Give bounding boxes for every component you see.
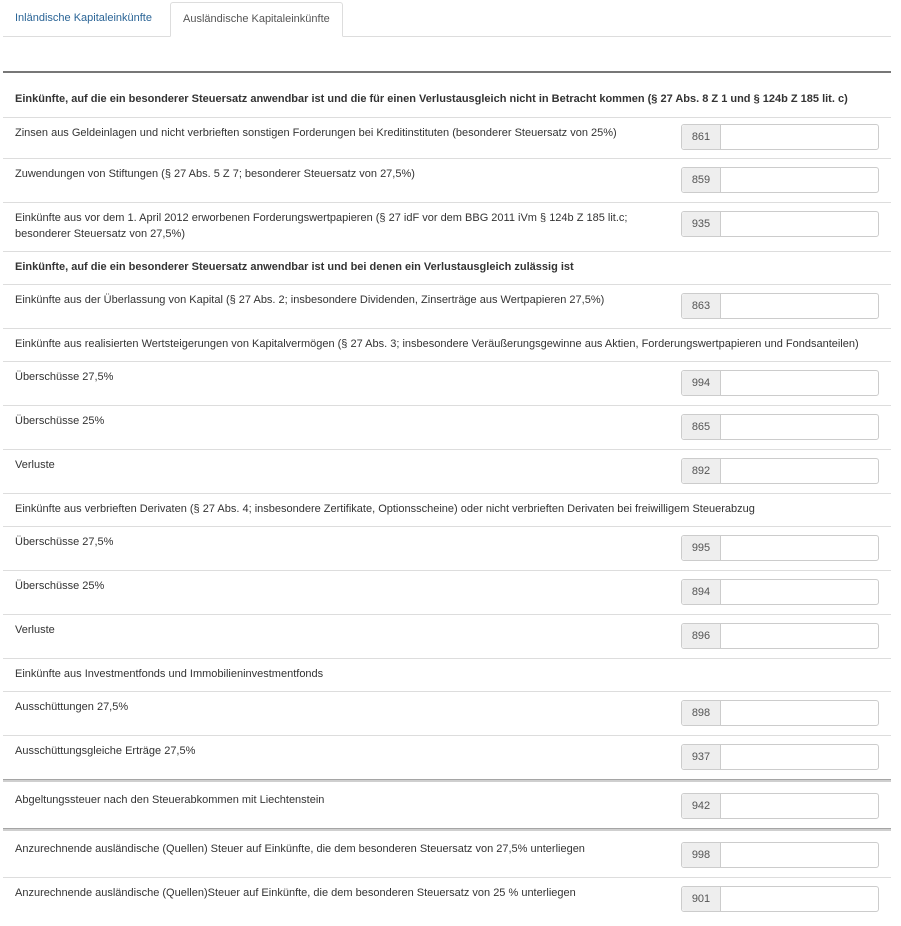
amount-input-942[interactable] <box>721 794 878 818</box>
field-row-863 <box>3 285 891 329</box>
field-label: Überschüsse 27,5% <box>15 371 114 383</box>
amount-input-861[interactable] <box>721 125 878 149</box>
field-row-865 <box>3 406 891 450</box>
tab-inlaendische-kapitaleinkuenfte[interactable]: Inländische Kapitaleinkünfte <box>15 12 152 24</box>
field-row-901 <box>3 878 891 922</box>
field-row-896 <box>3 615 891 659</box>
subsection-label: Einkünfte aus verbrieften Derivaten (§ 27 Abs. 4; insbesondere Zertifikate, Optionsscheine) oder nicht verbrieften Derivaten bei freiwilligem Steuerabzug <box>15 503 755 515</box>
field-code: 896 <box>682 624 721 648</box>
field-892 <box>681 458 879 484</box>
field-code: 861 <box>682 125 721 149</box>
field-label: Zuwendungen von Stiftungen (§ 27 Abs. 5 Z 7; besonderer Steuersatz von 27,5%) <box>15 168 415 180</box>
field-label: Einkünfte aus vor dem 1. April 2012 erworbenen Forderungswertpapieren (§ 27 idF vor dem BBG 2011 iVm § 124b Z 185 lit.c; besonderer Steuersatz von 27,5%) <box>15 212 628 240</box>
subsection-derivatives <box>3 494 891 527</box>
field-995 <box>681 535 879 561</box>
field-row-998 <box>3 834 891 878</box>
subsection-realised-gains <box>3 329 891 362</box>
field-865 <box>681 414 879 440</box>
field-row-942 <box>3 785 891 828</box>
field-label: Anzurechnende ausländische (Quellen)Steuer auf Einkünfte, die dem besonderen Steuersatz von 25 % unterliegen <box>15 887 576 899</box>
field-label: Abgeltungssteuer nach den Steuerabkommen mit Liechtenstein <box>15 794 325 806</box>
subsection-label: Einkünfte aus Investmentfonds und Immobilieninvestmentfonds <box>15 668 324 680</box>
section-header-no-loss-offset <box>3 84 891 118</box>
amount-input-898[interactable] <box>721 701 878 725</box>
field-code: 892 <box>682 459 721 483</box>
field-994 <box>681 370 879 396</box>
amount-input-892[interactable] <box>721 459 878 483</box>
form-top-divider <box>3 71 891 73</box>
field-label: Zinsen aus Geldeinlagen und nicht verbrieften sonstigen Forderungen bei Kreditinstituten (besonderer Steuersatz von 25%) <box>15 127 617 139</box>
field-label: Ausschüttungsgleiche Erträge 27,5% <box>15 745 196 757</box>
field-code: 865 <box>682 415 721 439</box>
amount-input-998[interactable] <box>721 843 878 867</box>
field-code: 937 <box>682 745 721 769</box>
field-row-861 <box>3 118 891 159</box>
section-header-loss-offset <box>3 252 891 285</box>
section-header-label: Einkünfte, auf die ein besonderer Steuersatz anwendbar ist und bei denen ein Verlustausgleich zulässig ist <box>15 261 574 273</box>
field-code: 935 <box>682 212 721 236</box>
field-code: 859 <box>682 168 721 192</box>
field-894 <box>681 579 879 605</box>
amount-input-896[interactable] <box>721 624 878 648</box>
subsection-investment-funds <box>3 659 891 692</box>
amount-input-859[interactable] <box>721 168 878 192</box>
subsection-label: Einkünfte aus realisierten Wertsteigerungen von Kapitalvermögen (§ 27 Abs. 3; insbesondere Veräußerungsgewinne aus Aktien, Forderungswertpapieren und Fondsanteilen) <box>15 338 859 350</box>
field-label: Anzurechnende ausländische (Quellen) Steuer auf Einkünfte, die dem besonderen Steuersatz von 27,5% unterliegen <box>15 843 585 855</box>
field-998 <box>681 842 879 868</box>
amount-input-994[interactable] <box>721 371 878 395</box>
field-896 <box>681 623 879 649</box>
field-code: 863 <box>682 294 721 318</box>
field-label: Verluste <box>15 459 55 471</box>
section-divider <box>3 828 891 831</box>
section-divider <box>3 779 891 782</box>
field-row-898 <box>3 692 891 736</box>
field-863 <box>681 293 879 319</box>
field-label: Überschüsse 25% <box>15 580 105 592</box>
amount-input-901[interactable] <box>721 887 878 911</box>
field-859 <box>681 167 879 193</box>
field-row-935 <box>3 203 891 252</box>
field-label: Verluste <box>15 624 55 636</box>
field-row-937 <box>3 736 891 779</box>
amount-input-937[interactable] <box>721 745 878 769</box>
field-row-892 <box>3 450 891 494</box>
amount-input-935[interactable] <box>721 212 878 236</box>
field-code: 894 <box>682 580 721 604</box>
field-937 <box>681 744 879 770</box>
field-code: 898 <box>682 701 721 725</box>
field-code: 901 <box>682 887 721 911</box>
tab-auslaendische-kapitaleinkuenfte[interactable]: Ausländische Kapitaleinkünfte <box>170 2 343 37</box>
amount-input-995[interactable] <box>721 536 878 560</box>
field-code: 994 <box>682 371 721 395</box>
section-header-label: Einkünfte, auf die ein besonderer Steuersatz anwendbar ist und die für einen Verlustausgleich nicht in Betracht kommen (§ 27 Abs. 8 Z 1 und § 124b Z 185 lit. c) <box>15 93 848 105</box>
field-898 <box>681 700 879 726</box>
field-942 <box>681 793 879 819</box>
field-code: 995 <box>682 536 721 560</box>
tab-bar <box>3 2 891 37</box>
field-row-994 <box>3 362 891 406</box>
amount-input-894[interactable] <box>721 580 878 604</box>
field-935 <box>681 211 879 237</box>
amount-input-865[interactable] <box>721 415 878 439</box>
field-label: Ausschüttungen 27,5% <box>15 701 129 713</box>
field-label: Überschüsse 27,5% <box>15 536 114 548</box>
field-row-995 <box>3 527 891 571</box>
field-label: Überschüsse 25% <box>15 415 105 427</box>
field-row-859 <box>3 159 891 203</box>
field-901 <box>681 886 879 912</box>
field-row-894 <box>3 571 891 615</box>
field-code: 998 <box>682 843 721 867</box>
field-label: Einkünfte aus der Überlassung von Kapital (§ 27 Abs. 2; insbesondere Dividenden, Zinserträge aus Wertpapieren 27,5%) <box>15 294 605 306</box>
field-861 <box>681 124 879 150</box>
amount-input-863[interactable] <box>721 294 878 318</box>
field-code: 942 <box>682 794 721 818</box>
